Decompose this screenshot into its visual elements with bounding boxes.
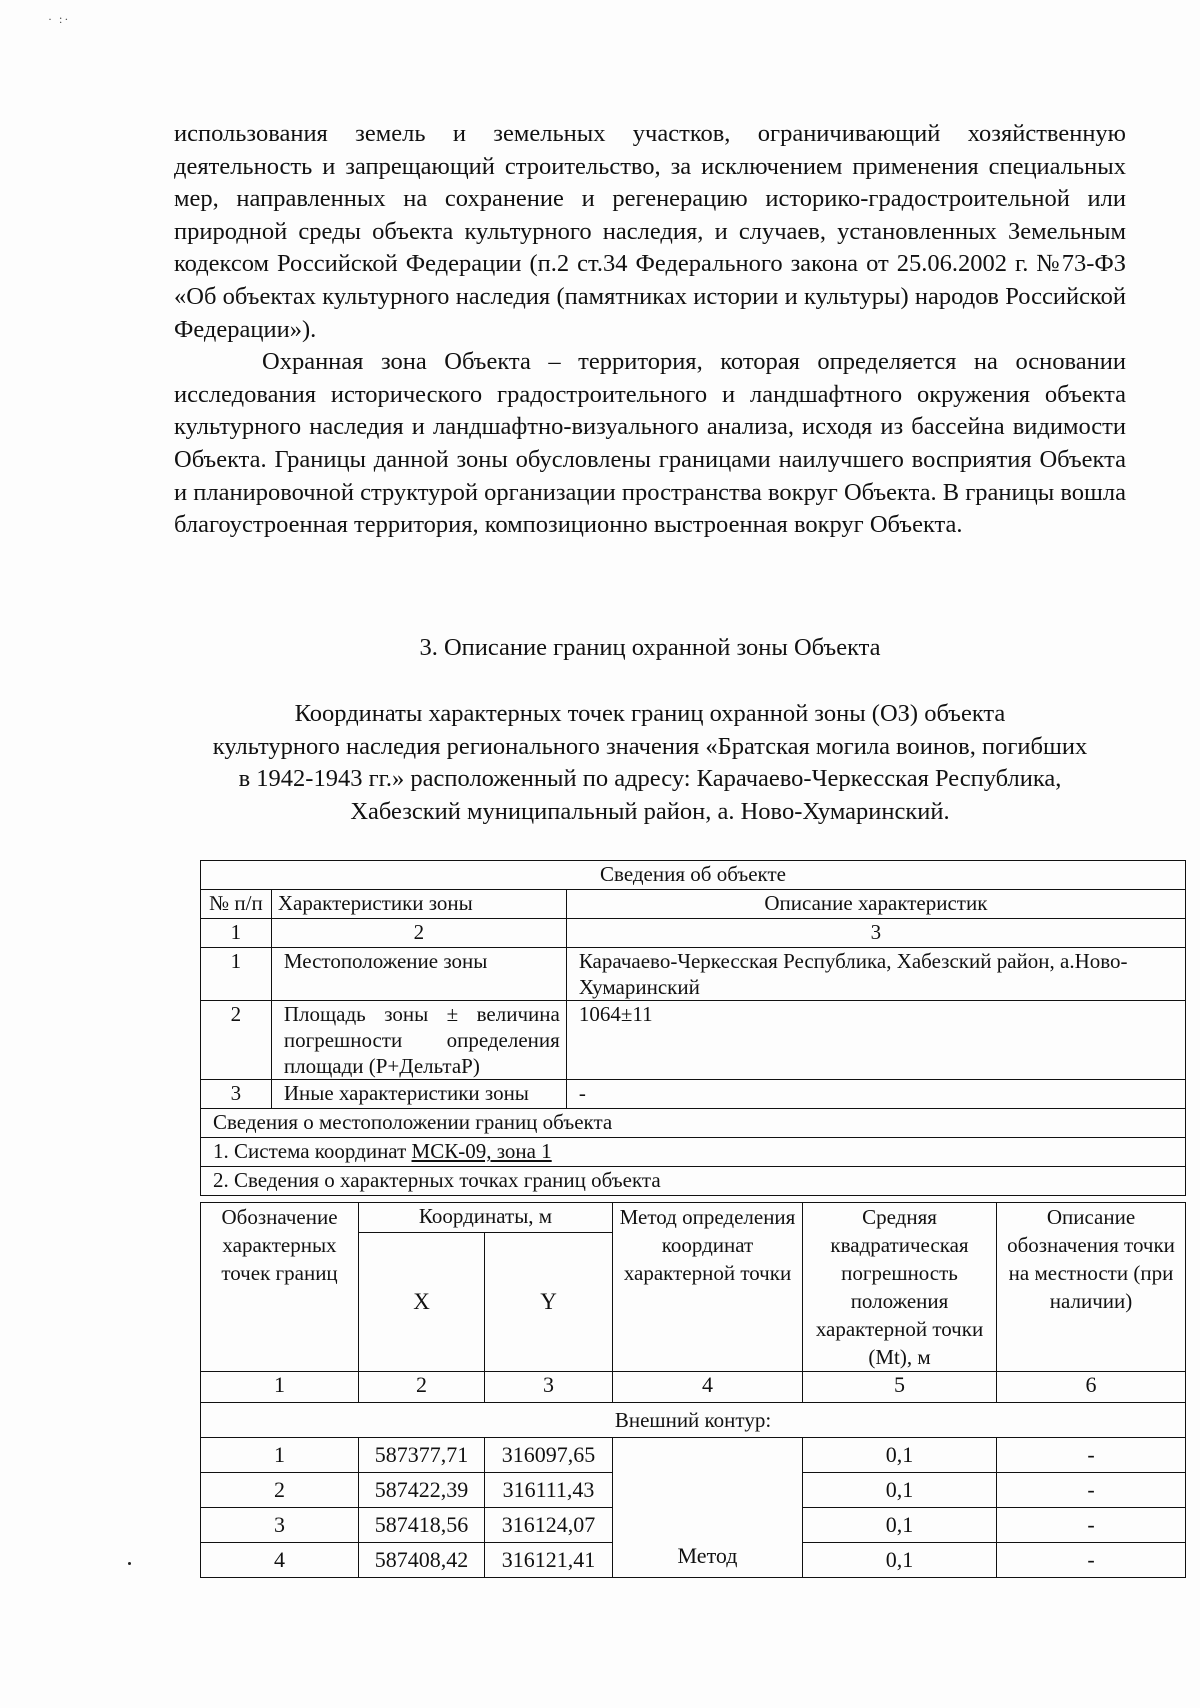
header-point-description: Описание обозначения точки на местности (при наличии)	[997, 1203, 1186, 1372]
col-number: 4	[613, 1372, 803, 1403]
point-mt: 0,1	[803, 1473, 997, 1508]
point-y: 316111,43	[485, 1473, 613, 1508]
scan-specks: · :·	[48, 12, 71, 26]
coordinate-system	[201, 1138, 1186, 1167]
point-description: -	[997, 1438, 1186, 1473]
point-x: 587408,42	[359, 1543, 485, 1578]
header-num: № п/п	[201, 890, 272, 919]
col-number: 2	[359, 1372, 485, 1403]
point-description: -	[997, 1543, 1186, 1578]
col-number: 1	[201, 1372, 359, 1403]
table-row	[201, 1438, 1186, 1473]
point-mt: 0,1	[803, 1543, 997, 1578]
location-title: Сведения о местоположении границ объекта	[201, 1109, 1186, 1138]
point-y: 316121,41	[485, 1543, 613, 1578]
coordinate-system-prefix: 1. Система координат	[213, 1139, 412, 1163]
paragraph-2: Охранная зона Объекта – территория, которая определяется на основании исследования исторического градостроительного и ландшафтного окружения объекта культурного наследия и ландшафтно-визуального анализа, исходя из бассейна видимости Объекта. Границы данной зоны обусловлены границами наилучшего восприятия Объекта и планировочной структурой организации пространства вокруг Объекта. В границы вошла благоустроенная территория, композиционно выстроенная вокруг Объекта.	[174, 348, 1126, 539]
point-id: 3	[201, 1508, 359, 1543]
col-number: 3	[485, 1372, 613, 1403]
row-value: Карачаево-Черкесская Республика, Хабезский район, а.Ново-Хумаринский	[566, 948, 1185, 1001]
col-number: 2	[271, 919, 566, 948]
boundary-points-table	[200, 1202, 1186, 1578]
row-num: 1	[201, 948, 272, 1001]
point-mt: 0,1	[803, 1438, 997, 1473]
header-designation: Обозначение характерных точек границ	[201, 1203, 359, 1372]
table-row	[201, 1001, 1186, 1080]
row-num: 3	[201, 1080, 272, 1109]
header-coordinates: Координаты, м	[359, 1203, 613, 1233]
caption-line-2: культурного наследия регионального значения «Братская могила воинов, погибших	[212, 732, 1088, 760]
col-number: 1	[201, 919, 272, 948]
point-y: 316124,07	[485, 1508, 613, 1543]
row-num: 2	[201, 1001, 272, 1080]
points-title: 2. Сведения о характерных точках границ объекта	[201, 1167, 1186, 1196]
object-info-table	[200, 860, 1186, 1196]
section-title: 3. Описание границ охранной зоны Объекта	[419, 634, 881, 661]
point-id: 4	[201, 1543, 359, 1578]
header-description: Описание характеристик	[566, 890, 1185, 919]
col-number: 3	[566, 919, 1185, 948]
scan-dot	[128, 1562, 131, 1565]
table-caption	[110, 698, 1190, 828]
point-x: 587377,71	[359, 1438, 485, 1473]
object-info-title: Сведения об объекте	[201, 861, 1186, 890]
row-name: Местоположение зоны	[271, 948, 566, 1001]
row-name: Иные характеристики зоны	[271, 1080, 566, 1109]
caption-line-1: Координаты характерных точек границ охранной зоны (ОЗ) объекта	[294, 700, 1006, 727]
contour-label: Внешний контур:	[201, 1403, 1186, 1438]
table-row	[201, 1080, 1186, 1109]
point-description: -	[997, 1473, 1186, 1508]
header-x: X	[359, 1232, 485, 1371]
row-value: 1064±11	[566, 1001, 1185, 1080]
col-number: 5	[803, 1372, 997, 1403]
point-x: 587422,39	[359, 1473, 485, 1508]
row-name: Площадь зоны ± величина погрешности определения площади (P+ДельтаP)	[271, 1001, 566, 1080]
caption-line-3: в 1942-1943 гг.» расположенный по адресу: Карачаево-Черкесская Республика,	[238, 765, 1062, 792]
point-description: -	[997, 1508, 1186, 1543]
col-number: 6	[997, 1372, 1186, 1403]
header-error: Средняя квадратическая погрешность положения характерной точки (Mt), м	[803, 1203, 997, 1372]
point-x: 587418,56	[359, 1508, 485, 1543]
point-method: Метод	[613, 1438, 803, 1578]
body-text	[174, 118, 1126, 542]
caption-line-4: Хабезский муниципальный район, а. Ново-Хумаринский.	[350, 797, 950, 825]
point-mt: 0,1	[803, 1508, 997, 1543]
coordinate-system-value: МСК-09, зона 1	[411, 1139, 552, 1163]
header-method: Метод определения координат характерной точки	[613, 1203, 803, 1372]
point-id: 2	[201, 1473, 359, 1508]
header-characteristics: Характеристики зоны	[271, 890, 566, 919]
point-y: 316097,65	[485, 1438, 613, 1473]
row-value: -	[566, 1080, 1185, 1109]
header-y: Y	[485, 1232, 613, 1371]
point-id: 1	[201, 1438, 359, 1473]
paragraph-1: использования земель и земельных участков, ограничивающий хозяйственную деятельность и запрещающий строительство, за исключением применения специальных мер, направленных на сохранение и регенерацию историко-градостроительной или природной среды объекта культурного наследия, и случаев, установленных Земельным кодексом Российской Федерации (п.2 ст.34 Федерального закона от 25.06.2002 г. №73-ФЗ «Об объектах культурного наследия (памятниках истории и культуры) народов Российской Федерации»).	[174, 120, 1126, 343]
table-row	[201, 948, 1186, 1001]
